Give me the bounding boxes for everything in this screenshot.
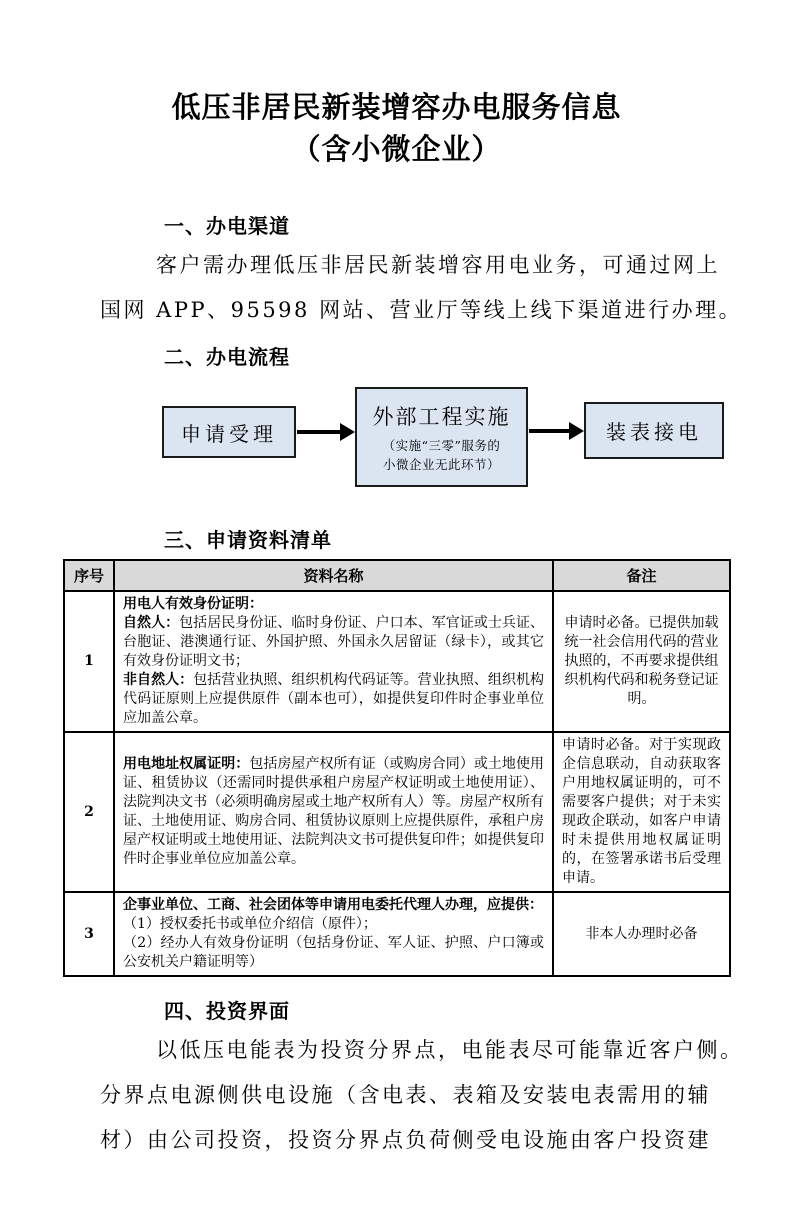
paragraph-line: 分界点电源侧供电设施（含电表、表箱及安装电表需用的辅 [100,1083,711,1107]
flow-step-note-line: 小微企业无此环节） [382,456,500,472]
material-sub-label: 用电地址权属证明： [123,756,250,772]
row-number-cell: 2 [64,732,114,892]
material-title: 企事业单位、工商、社会团体等申请用电委托代理人办理，应提供： [123,897,543,913]
flow-step-application-acceptance [162,406,296,458]
section-heading-materials: 三、申请资料清单 [164,530,332,552]
paragraph-line: 以低压电能表为投资分界点，电能表尽可能靠近客户侧。 [156,1038,744,1062]
process-flowchart [100,384,702,514]
remarks-cell: 申请时必备。对于实现政企信息联动，自动获取客户用地权属证明的，可不需要客户提供；对于未实现政企联动，如客户申请时未提供用地权属证明的，在签署承诺书后受理申请。 [553,732,730,892]
document-title [0,86,793,170]
channels-paragraph [100,243,743,333]
investment-paragraph [100,1028,744,1163]
flow-step-label: 外部工程实施 [372,404,511,429]
document-page [0,86,793,1208]
row-number-cell: 1 [64,591,114,732]
material-detail [123,614,544,671]
flow-step-meter-connection [584,402,724,459]
remarks-cell: 非本人办理时必备 [553,892,730,976]
material-sub-text: 包括营业执照、组织机构代码证等。营业执照、组织机构代码证原则上应提供原件（副本也可），如提供复印件时企事业单位应加盖公章。 [123,672,545,726]
flow-step-external-works [355,387,528,487]
flow-step-label: 申请受理 [181,421,277,446]
material-name-cell [114,892,553,976]
document-title-line1: 低压非居民新装增容办电服务信息 [171,90,622,124]
arrow-shaft [529,429,571,433]
header-cell-remarks: 备注 [553,560,730,591]
flow-arrow-icon [297,423,355,441]
header-cell-number: 序号 [64,560,114,591]
arrow-head [569,422,584,440]
material-sub-text: 包括房屋产权所有证（或购房合同）或土地使用证、租赁协议（还需同时提供承租户房屋产权证明或土地使用证）、法院判决文书（必须明确房屋或土地产权所有人）等。房屋产权所有证、土地使用证、购房合同、租赁协议原则上应提供原件，承租户房屋产权证明或土地使用证、法院判决文书可提供复印件；如提供复印件时企事业单位应加盖公章。 [123,756,545,867]
table-row [64,591,730,732]
material-title: 用电人有效身份证明： [123,596,263,612]
row-number-cell: 3 [64,892,114,976]
remarks-cell: 申请时必备。已提供加载统一社会信用代码的营业执照的，不再要求提供组织机构代码和税务登记证明。 [553,591,730,732]
paragraph-line: 材）由公司投资，投资分界点负荷侧受电设施由客户投资建 [100,1128,711,1152]
material-detail [123,671,544,728]
material-sub-label: 自然人： [123,615,180,631]
material-sub-label: 非自然人： [123,672,194,688]
section-heading-investment: 四、投资界面 [164,1001,290,1023]
material-sub-text: 包括居民身份证、临时身份证、户口本、军官证或士兵证、台胞证、港澳通行证、外国护照、外国永久居留证（绿卡），或其它有效身份证明文书； [123,615,545,669]
header-cell-material-name: 资料名称 [114,560,553,591]
material-detail: （1）授权委托书或单位介绍信（原件）； [123,916,377,932]
document-title-line2: （含小微企业） [291,132,502,166]
material-name-cell [114,732,553,892]
arrow-head [340,423,355,441]
flow-step-note-line: （实施“三零”服务的 [382,437,501,453]
table-header-row [64,560,730,591]
materials-table [63,559,731,977]
table-row [64,732,730,892]
flow-step-label: 装表接电 [606,420,702,444]
paragraph-line: 国网 APP、95598 网站、营业厅等线上线下渠道进行办理。 [100,298,743,322]
section-heading-process: 二、办电流程 [164,347,290,369]
arrow-shaft [297,430,342,434]
section-heading-channels: 一、办电渠道 [164,216,290,238]
material-name-cell [114,591,553,732]
material-detail: （2）经办人有效身份证明（包括身份证、军人证、护照、户口簿或公安机关户籍证明等） [123,935,544,970]
document-content [0,210,793,1163]
paragraph-line: 客户需办理低压非居民新装增容用电业务，可通过网上 [156,253,720,277]
flow-arrow-icon [529,422,584,440]
flow-step-note [383,436,501,474]
table-row [64,892,730,976]
